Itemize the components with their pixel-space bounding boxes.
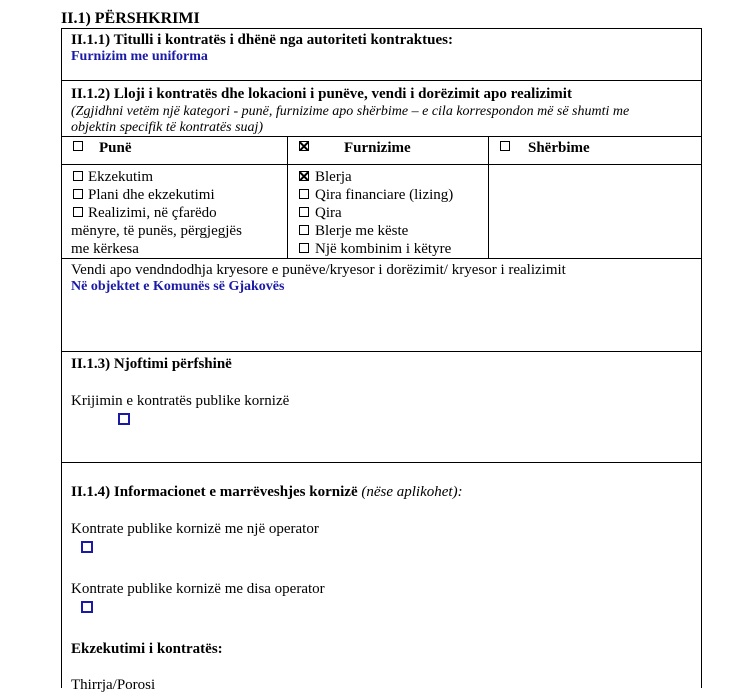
option-lizing-checkbox[interactable] — [299, 189, 309, 199]
option-kombinim-label: Një kombinim i këtyre — [315, 241, 452, 257]
option-kombinim-checkbox[interactable] — [299, 243, 309, 253]
single-operator-label: Kontrate publike kornizë me një operator — [71, 521, 319, 537]
framework-contract-checkbox[interactable] — [118, 413, 130, 425]
divider — [61, 462, 702, 463]
s113-heading: II.1.3) Njoftimi përfshinë — [71, 356, 232, 372]
s114-heading-line — [71, 483, 463, 501]
divider — [61, 80, 702, 81]
option-qira-label: Qira — [315, 205, 342, 221]
table-right-border — [701, 28, 702, 688]
option-qira-checkbox[interactable] — [299, 207, 309, 217]
option-ekzekutim-label: Ekzekutim — [88, 169, 153, 185]
option-plani-checkbox[interactable] — [73, 189, 83, 199]
divider — [61, 258, 702, 259]
section-title: II.1) PËRSHKRIMI — [61, 10, 200, 27]
option-realizimi-label: Realizimi, në çfarëdo — [88, 205, 217, 221]
option-realizimi-checkbox[interactable] — [73, 207, 83, 217]
column-divider — [488, 136, 489, 258]
sherbime-checkbox[interactable] — [500, 141, 510, 151]
s111-heading: II.1.1) Titulli i kontratës i dhënë nga autoriteti kontraktues: — [71, 32, 453, 48]
framework-contract-label: Krijimin e kontratës publike kornizë — [71, 393, 290, 409]
category-pune-label: Punë — [99, 140, 132, 156]
table-top-border — [61, 28, 702, 29]
location-value: Në objektet e Komunës së Gjakovës — [71, 279, 285, 294]
s114-heading: II.1.4) Informacionet e marrëveshjes kornizë — [71, 484, 358, 500]
table-left-border — [61, 28, 62, 688]
column-divider — [287, 136, 288, 258]
execution-cut-text: Thirrja/Porosi — [71, 677, 156, 693]
multiple-operators-label: Kontrate publike kornizë me disa operator — [71, 581, 325, 597]
category-sherbime-label: Shërbime — [528, 140, 590, 156]
option-blerja-label: Blerja — [315, 169, 352, 185]
s112-note-line1: (Zgjidhni vetëm një kategori - punë, furnizime apo shërbime – e cila korrespondon më së shumti me — [71, 104, 630, 119]
s112-note-line2: objektin specifik të kontratës suaj) — [71, 120, 264, 135]
option-blerje-me-keste-label: Blerje me këste — [315, 223, 409, 239]
option-blerje-me-keste-checkbox[interactable] — [299, 225, 309, 235]
option-realizimi-continuation: mënyre, të punës, përgjegjës — [71, 223, 242, 239]
multiple-operators-checkbox[interactable] — [81, 601, 93, 613]
divider — [61, 164, 702, 165]
contract-title-value: Furnizim me uniforma — [71, 49, 208, 64]
furnizime-checkbox[interactable] — [299, 141, 309, 151]
option-blerja-checkbox[interactable] — [299, 171, 309, 181]
execution-heading: Ekzekutimi i kontratës: — [71, 641, 223, 657]
pune-checkbox[interactable] — [73, 141, 83, 151]
option-plani-label: Plani dhe ekzekutimi — [88, 187, 215, 203]
option-lizing-label: Qira financiare (lizing) — [315, 187, 454, 203]
divider — [61, 136, 702, 137]
category-furnizime-label: Furnizime — [344, 140, 411, 156]
single-operator-checkbox[interactable] — [81, 541, 93, 553]
s112-heading: II.1.2) Lloji i kontratës dhe lokacioni i punëve, vendi i dorëzimit apo realizimit — [71, 86, 572, 102]
location-label: Vendi apo vendndodhja kryesore e punëve/kryesor i dorëzimit/ kryesor i realizimit — [71, 262, 566, 278]
option-ekzekutim-checkbox[interactable] — [73, 171, 83, 181]
divider — [61, 351, 702, 352]
option-realizimi-continuation: me kërkesa — [71, 241, 139, 257]
s114-heading-note: (nëse aplikohet): — [361, 484, 463, 500]
